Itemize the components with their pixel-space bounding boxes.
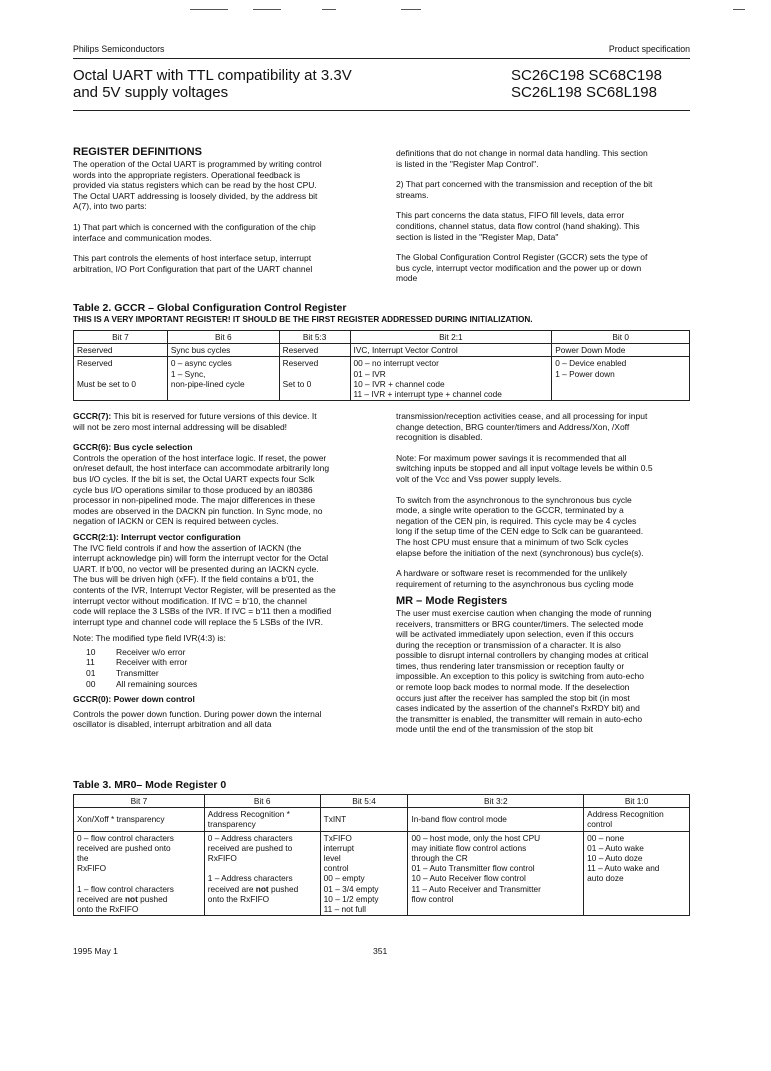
text-line: The Global Configuration Control Register (GCCR) sets the type of bbox=[396, 252, 648, 263]
text-line: long if the setup time of the CEN edge to Sclk can be guaranteed. bbox=[396, 526, 644, 537]
text-line: arbitration, I/O Port Configuration that part of the UART channel bbox=[73, 263, 313, 274]
text-line: The user must exercise caution when changing the mode of running bbox=[396, 607, 652, 618]
table-cell bbox=[204, 831, 320, 916]
code-value: 10 bbox=[86, 646, 96, 657]
cell-line: 01 – Auto Transmitter flow control bbox=[411, 863, 535, 874]
text-line: modes are observed in the DACKN pin function. In Sync mode, no bbox=[73, 505, 323, 516]
gccr6-heading: GCCR(6): Bus cycle selection bbox=[73, 442, 193, 453]
cell-line: Address Recognition bbox=[587, 809, 664, 820]
table-header-cell: Bit 7 bbox=[74, 331, 168, 344]
code-description: Receiver w/o error bbox=[116, 646, 186, 657]
text-line: To switch from the asynchronous to the synchronous bus cycle bbox=[396, 494, 632, 505]
cell-line: interrupt bbox=[323, 842, 355, 853]
left-intro-column bbox=[73, 159, 393, 274]
table-cell bbox=[320, 831, 408, 916]
table-cell bbox=[320, 808, 408, 831]
document-title bbox=[73, 67, 352, 101]
cell-line: RxFIFO bbox=[207, 853, 237, 864]
cell-line: received are pushed to bbox=[207, 842, 293, 853]
table-header-cell: Bit 2:1 bbox=[350, 331, 552, 344]
table-header-cell: Bit 5:3 bbox=[279, 331, 350, 344]
code-description: Transmitter bbox=[116, 668, 159, 679]
cell-line: 00 – none bbox=[587, 832, 625, 843]
list-item bbox=[73, 657, 393, 668]
text-span: This bit is reserved for future versions of this device. It bbox=[111, 411, 317, 421]
code-value: 00 bbox=[86, 678, 96, 689]
cell-line: 0 – Address characters bbox=[207, 832, 293, 843]
gccr21-paragraph bbox=[73, 532, 393, 627]
text-line: elapse before the initiation of the next (synchronous) bus cycle(s). bbox=[396, 547, 644, 558]
cell-line: Address Recognition * bbox=[207, 809, 290, 820]
table-cell bbox=[408, 808, 584, 831]
cell-line: 0 – async cycles bbox=[170, 358, 232, 369]
text-line: is listed in the "Register Map Control". bbox=[396, 158, 539, 169]
text-line: mode bbox=[396, 273, 418, 284]
paragraph bbox=[73, 159, 393, 212]
text-line: The Octal UART addressing is loosely divided, by the address bit bbox=[73, 190, 318, 201]
text-line: requirement of returning to the asynchronous bus cycling mode bbox=[396, 578, 634, 589]
table-header-row bbox=[74, 795, 690, 808]
text-line: will not be zero most internal addressing will be disabled! bbox=[73, 421, 288, 432]
text-line: The host CPU must ensure that a minimum of two Sclk cycles bbox=[396, 536, 629, 547]
scan-mark bbox=[322, 9, 336, 10]
page-number: 351 bbox=[373, 946, 388, 956]
text-line: the transmitter is enabled, the transmitter will remain in auto-echo bbox=[396, 713, 643, 724]
text-span: received are bbox=[77, 893, 125, 904]
cell-line: 10 – Auto Receiver flow control bbox=[411, 873, 526, 884]
text-line: Controls the operation of the host interface logic. If reset, the power bbox=[73, 452, 327, 463]
cell-line: In-band flow control mode bbox=[411, 814, 507, 825]
list-item bbox=[73, 647, 393, 658]
code-value: 01 bbox=[86, 668, 96, 679]
section-heading-register-definitions: REGISTER DEFINITIONS bbox=[73, 146, 202, 158]
table-row bbox=[74, 357, 690, 401]
text-line: This part controls the elements of host interface setup, interrupt bbox=[73, 253, 312, 264]
table-row bbox=[74, 808, 690, 831]
text-line: cases indicated by the assertion of the channel's RxRDY bit) and bbox=[396, 703, 640, 714]
left-body-column bbox=[73, 411, 393, 730]
table-cell: Sync bus cycles bbox=[167, 344, 279, 357]
part-numbers bbox=[511, 67, 662, 101]
text-line: The operation of the Octal UART is programmed by writing control bbox=[73, 159, 322, 169]
table-row bbox=[74, 344, 690, 357]
text-line: will be activated immediately upon selection, even if this occurs bbox=[396, 629, 634, 640]
note-line: Note: The modified type field IVR(4:3) is: bbox=[73, 633, 226, 644]
cell-line: 00 – no interrupt vector bbox=[353, 358, 439, 369]
text-line: cycle bus I/O operations similar to those produced by an i80386 bbox=[73, 484, 313, 495]
gccr-register-table bbox=[73, 330, 690, 401]
text-line: streams. bbox=[396, 189, 429, 200]
cell-line: Xon/Xoff * transparency bbox=[77, 814, 165, 825]
text-line: code will replace the 3 LSBs of the IVR. If IVC = b'11 then a modified bbox=[73, 606, 332, 617]
ivr-code-list bbox=[73, 647, 393, 689]
text-line: change detection, BRG counter/timers and Address/Xon, /Xoff bbox=[396, 421, 630, 432]
text-line: Controls the power down function. During power down the internal bbox=[73, 708, 322, 719]
cell-line: Must be set to 0 bbox=[77, 378, 137, 389]
cell-line: control bbox=[587, 819, 613, 830]
cell-line: transparency bbox=[207, 819, 256, 830]
cell-line: Reserved bbox=[77, 358, 113, 369]
cell-line: 10 – 1/2 empty bbox=[323, 893, 379, 904]
list-item bbox=[73, 668, 393, 679]
text-line bbox=[73, 411, 393, 422]
cell-line: through the CR bbox=[411, 853, 468, 864]
cell-line: 01 – 3/4 empty bbox=[323, 883, 379, 894]
text-line: A(7), into two parts: bbox=[73, 201, 147, 212]
code-value: 11 bbox=[86, 657, 95, 668]
cell-line bbox=[77, 894, 201, 904]
text-line: The bus will be driven high (xFF). If the field contains a b'01, the bbox=[73, 574, 314, 585]
table-cell bbox=[408, 831, 584, 916]
cell-line: received are pushed onto bbox=[77, 842, 171, 853]
gccr7-label: GCCR(7): bbox=[73, 411, 112, 421]
table-row bbox=[74, 831, 690, 916]
text-line: UART. If b'00, no vector will be presented during an IACKN cycle. bbox=[73, 563, 319, 574]
table-header-cell: Bit 6 bbox=[167, 331, 279, 344]
paragraph bbox=[396, 453, 696, 485]
paragraph bbox=[73, 222, 393, 243]
table-cell bbox=[74, 831, 205, 916]
text-line: occurs just after the receiver has sampled the stop bit (in most bbox=[396, 692, 630, 703]
gccr0-heading: GCCR(0): Power down control bbox=[73, 694, 195, 705]
text-line: words into the appropriate registers. Operational feedback is bbox=[73, 169, 301, 180]
paragraph bbox=[396, 252, 696, 284]
mr0-register-table bbox=[73, 794, 690, 916]
paragraph bbox=[396, 411, 696, 443]
cell-line: 0 – Device enabled bbox=[555, 358, 627, 369]
text-line: or remote loop back modes to normal mode. If the deselection bbox=[396, 682, 630, 693]
table-cell bbox=[584, 808, 690, 831]
text-line: interrupt vector without modification. If IVC = b'10, the channel bbox=[73, 595, 307, 606]
table-header-cell: Bit 0 bbox=[552, 331, 690, 344]
cell-line: 01 – Auto wake bbox=[587, 842, 644, 853]
text-line: interrupt type and channel code will replace the 5 LSBs of the IVR. bbox=[73, 616, 323, 627]
company-name: Philips Semiconductors bbox=[73, 44, 165, 54]
cell-line: 11 – Auto Receiver and Transmitter bbox=[411, 883, 541, 894]
scan-mark bbox=[733, 9, 745, 10]
part-number-line: SC26L198 SC68L198 bbox=[511, 84, 657, 101]
gccr0-paragraph bbox=[73, 694, 393, 730]
cell-line: Set to 0 bbox=[282, 378, 312, 389]
cell-line: 01 – IVR bbox=[353, 368, 386, 379]
text-line: provided via status registers which can be read by the host CPU. bbox=[73, 180, 317, 191]
table-header-cell: Bit 3:2 bbox=[408, 795, 584, 808]
gccr21-heading: GCCR(2:1): Interrupt vector configuration bbox=[73, 531, 241, 542]
table-cell: IVC, Interrupt Vector Control bbox=[350, 344, 552, 357]
gccr7-paragraph bbox=[73, 411, 393, 432]
text-line: negation of IACKN or CEN is required between cycles. bbox=[73, 516, 279, 527]
section-heading-mode-registers: MR – Mode Registers bbox=[396, 595, 508, 608]
text-line: 2) That part concerned with the transmission and reception of the bit bbox=[396, 179, 653, 190]
text-line: A hardware or software reset is recommended for the unlikely bbox=[396, 568, 628, 579]
table-cell bbox=[167, 357, 279, 401]
cell-line: 11 – not full bbox=[323, 904, 366, 915]
text-line: possible to disrupt internal controllers by changing modes at critical bbox=[396, 650, 649, 661]
cell-line: may initiate flow control actions bbox=[411, 842, 527, 853]
text-line: Note: For maximum power savings it is recommended that all bbox=[396, 452, 627, 463]
paragraph bbox=[396, 210, 696, 242]
title-line: Octal UART with TTL compatibility at 3.3V bbox=[73, 67, 352, 84]
text-line: negation of the CEN pin, is required. This cycle may be 4 cycles bbox=[396, 515, 637, 526]
table-cell: Reserved bbox=[74, 344, 168, 357]
text-span: received are bbox=[207, 883, 256, 894]
text-line: receivers, transmitters or BRG counter/timers. The selected mode bbox=[396, 618, 644, 629]
text-line: section is listed in the "Register Map, Data" bbox=[396, 231, 559, 242]
scan-mark bbox=[253, 9, 281, 10]
cell-line: 00 – host mode, only the host CPU bbox=[411, 832, 541, 843]
text-span: pushed bbox=[268, 883, 299, 894]
cell-line bbox=[283, 369, 347, 379]
table3-caption: Table 3. MR0– Mode Register 0 bbox=[73, 779, 227, 791]
text-line: interface and communication modes. bbox=[73, 232, 212, 243]
text-line: The IVC field controls if and how the assertion of IACKN (the bbox=[73, 542, 302, 553]
cell-line bbox=[77, 873, 201, 883]
cell-line bbox=[208, 863, 317, 873]
cell-line: 00 – empty bbox=[323, 873, 365, 884]
table-header-row bbox=[74, 331, 690, 344]
table2-note: THIS IS A VERY IMPORTANT REGISTER! IT SHOULD BE THE FIRST REGISTER ADDRESSED DURING INITIALIZATION. bbox=[73, 315, 533, 324]
cell-line: TxFIFO bbox=[323, 832, 352, 843]
ivr-note bbox=[73, 633, 393, 644]
table-cell bbox=[204, 808, 320, 831]
cell-line: level bbox=[323, 853, 341, 864]
text-line: contents of the IVR, Interrupt Vector Register, will be presented as the bbox=[73, 584, 336, 595]
text-span: pushed bbox=[137, 893, 168, 904]
right-body-column bbox=[396, 411, 696, 735]
cell-line: flow control bbox=[411, 893, 454, 904]
cell-line: Reserved bbox=[282, 358, 319, 369]
header-rule bbox=[73, 58, 690, 59]
cell-line: control bbox=[323, 863, 349, 874]
text-line: oscillator is disabled, interrupt arbitration and all data bbox=[73, 719, 272, 730]
paragraph bbox=[396, 179, 696, 200]
code-description: All remaining sources bbox=[116, 678, 198, 689]
table-cell bbox=[74, 808, 205, 831]
text-line: transmission/reception activities cease, and all processing for input bbox=[396, 411, 648, 421]
cell-line: non-pipe-lined cycle bbox=[170, 378, 245, 389]
text-line: mode, a single write operation to the GCCR, terminated by a bbox=[396, 505, 624, 516]
cell-line: 11 – IVR + interrupt type + channel code bbox=[353, 389, 502, 400]
text-line: recognition is disabled. bbox=[396, 432, 483, 443]
cell-line: 1 – flow control characters bbox=[77, 883, 174, 894]
title-line: and 5V supply voltages bbox=[73, 84, 229, 101]
document-type: Product specification bbox=[608, 44, 690, 54]
cell-line: 1 – Power down bbox=[555, 368, 615, 379]
list-item bbox=[73, 679, 393, 690]
cell-line: 10 – Auto doze bbox=[587, 853, 643, 864]
title-rule bbox=[73, 110, 690, 111]
scan-mark bbox=[190, 9, 228, 10]
text-line: processor in non-pipelined mode. The major differences in these bbox=[73, 495, 316, 506]
cell-line bbox=[208, 884, 317, 894]
text-line: 1) That part which is concerned with the configuration of the chip bbox=[73, 221, 316, 232]
cell-line: onto the RxFIFO bbox=[207, 893, 270, 904]
table-cell bbox=[74, 357, 168, 401]
paragraph bbox=[73, 253, 393, 274]
cell-line: onto the RxFIFO bbox=[77, 904, 139, 915]
cell-line: the bbox=[77, 853, 89, 864]
text-line: conditions, channel status, data flow control (hand shaking). This bbox=[396, 220, 640, 231]
cell-line: 1 – Sync, bbox=[170, 368, 206, 379]
text-line: switching inputs be stopped and all input voltage levels be within 0.5 bbox=[396, 463, 653, 474]
table-cell: Reserved bbox=[279, 344, 350, 357]
paragraph bbox=[396, 608, 696, 735]
paragraph bbox=[396, 495, 696, 559]
text-line: times, thus rendering later transmission or reception faulty or bbox=[396, 660, 625, 671]
right-intro-column bbox=[396, 148, 696, 284]
text-line: mode until the end of the transmission of the stop bit bbox=[396, 724, 594, 735]
text-line: bus cycle, interrupt vector modification and the power up or down bbox=[396, 262, 642, 273]
table-cell bbox=[584, 831, 690, 916]
table-cell bbox=[279, 357, 350, 401]
cell-line: TxINT bbox=[323, 814, 347, 825]
cell-line bbox=[77, 369, 164, 379]
table-header-cell: Bit 6 bbox=[204, 795, 320, 808]
cell-line: 0 – flow control characters bbox=[77, 832, 174, 843]
text-line: impossible. An exception to this policy is switching from auto-echo bbox=[396, 671, 645, 682]
table2-caption: Table 2. GCCR – Global Configuration Control Register bbox=[73, 302, 347, 314]
gccr6-paragraph bbox=[73, 442, 393, 527]
text-line: interrupt acknowledge pin) will form the interrupt vector for the Octal bbox=[73, 553, 329, 564]
text-line: on/reset default, the host interface can accommodate arbitrarily long bbox=[73, 463, 330, 474]
footer-date: 1995 May 1 bbox=[73, 946, 118, 956]
part-number-line: SC26C198 SC68C198 bbox=[511, 67, 662, 84]
table-header-cell: Bit 7 bbox=[74, 795, 205, 808]
table-header-cell: Bit 5:4 bbox=[320, 795, 408, 808]
cell-line: 1 – Address characters bbox=[207, 873, 293, 884]
paragraph bbox=[396, 568, 696, 589]
text-line: during the reception or transmission of a character. It is also bbox=[396, 639, 621, 650]
cell-line: auto doze bbox=[587, 873, 624, 884]
cell-line: 11 – Auto wake and bbox=[587, 863, 660, 874]
text-line: bus I/O cycles. If the bit is set, the Octal UART expects four Sclk bbox=[73, 473, 315, 484]
text-line: volt of the Vcc and Vss power supply levels. bbox=[396, 473, 562, 484]
text-line: definitions that do not change in normal data handling. This section bbox=[396, 148, 648, 158]
scan-mark bbox=[401, 9, 421, 10]
table-cell bbox=[350, 357, 552, 401]
cell-line: RxFIFO bbox=[77, 863, 107, 874]
emphasis: not bbox=[124, 893, 138, 904]
table-cell bbox=[552, 357, 690, 401]
table-header-cell: Bit 1:0 bbox=[584, 795, 690, 808]
paragraph bbox=[396, 148, 696, 169]
cell-line: 10 – IVR + channel code bbox=[353, 378, 445, 389]
emphasis: not bbox=[255, 883, 269, 894]
table-cell: Power Down Mode bbox=[552, 344, 690, 357]
text-line: This part concerns the data status, FIFO fill levels, data error bbox=[396, 210, 625, 221]
code-description: Receiver with error bbox=[116, 657, 188, 668]
